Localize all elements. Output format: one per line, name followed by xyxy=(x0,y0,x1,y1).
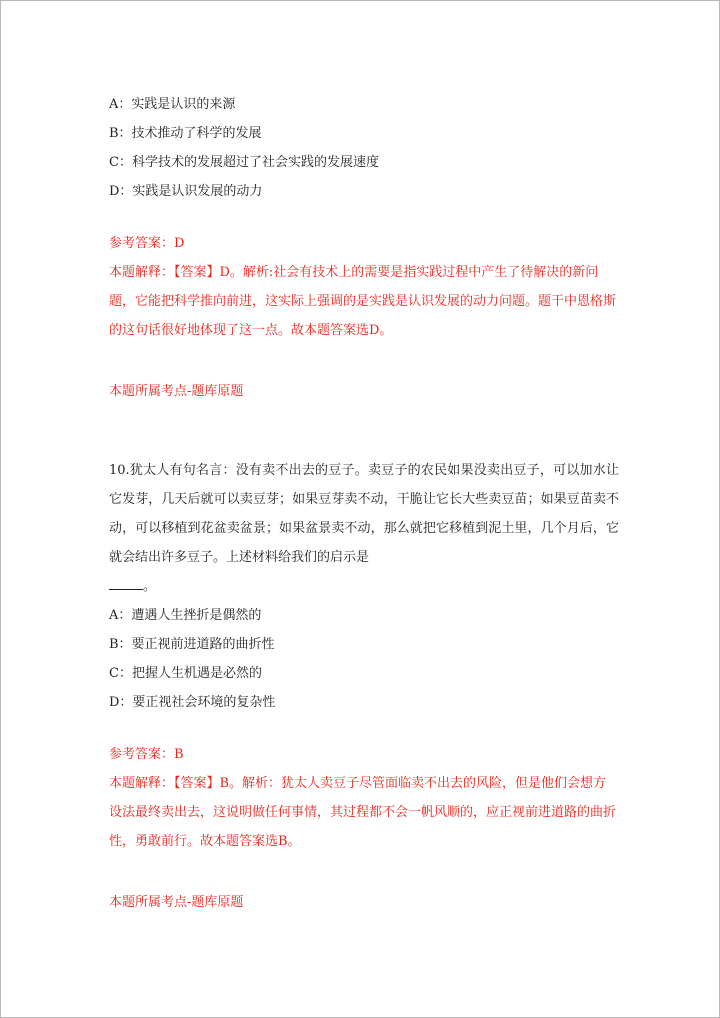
question-source: 本题所属考点-题库原题 xyxy=(109,895,244,910)
option-b: B：技术推动了科学的发展 xyxy=(109,126,262,141)
question-source: 本题所属考点-题库原题 xyxy=(109,384,244,399)
option-b: B：要正视前进道路的曲折性 xyxy=(109,637,275,652)
question-10-block xyxy=(109,456,619,917)
question-stem-end: 。 xyxy=(143,579,157,594)
question-stem xyxy=(109,456,619,601)
reference-answer: 参考答案：B xyxy=(109,747,184,762)
option-c: C：科学技术的发展超过了社会实践的发展速度 xyxy=(109,155,379,170)
option-d: D：实践是认识发展的动力 xyxy=(109,184,263,199)
option-a: A：遭遇人生挫折是偶然的 xyxy=(109,608,262,623)
option-c: C：把握人生机遇是必然的 xyxy=(109,666,262,681)
fill-blank xyxy=(109,577,143,590)
answer-explanation: 本题解释：【答案】D。解析:社会有技术上的需要是指实践过程中产生了待解决的新问题，它能把科学推向前进，这实际上强调的是实践是认识发展的动力问题。题干中恩格斯的这句话很好地体现了这一点。故本题答案选D。 xyxy=(109,265,617,338)
question-stem-text: 10.犹太人有句名言：没有卖不出去的豆子。卖豆子的农民如果没卖出豆子，可以加水让它发芽，几天后就可以卖豆芽；如果豆芽卖不动，干脆让它长大些卖豆苗；如果豆苗卖不动，可以移植到花盆卖盆景；如果盆景卖不动，那么就把它移植到泥土里，几个月后，它就会结出许多豆子。上述材料给我们的启示是 xyxy=(109,463,619,565)
option-d: D：要正视社会环境的复杂性 xyxy=(109,695,276,710)
question-9-block xyxy=(109,90,619,406)
reference-answer: 参考答案：D xyxy=(109,236,185,251)
option-a: A：实践是认识的来源 xyxy=(109,97,236,112)
answer-explanation: 本题解释：【答案】B。解析：犹太人卖豆子尽管面临卖不出去的风险，但是他们会想方设法最终卖出去，这说明做任何事情，其过程都不会一帆风顺的，应正视前进道路的曲折性，勇敢前行。故本题答案选B。 xyxy=(109,776,617,849)
